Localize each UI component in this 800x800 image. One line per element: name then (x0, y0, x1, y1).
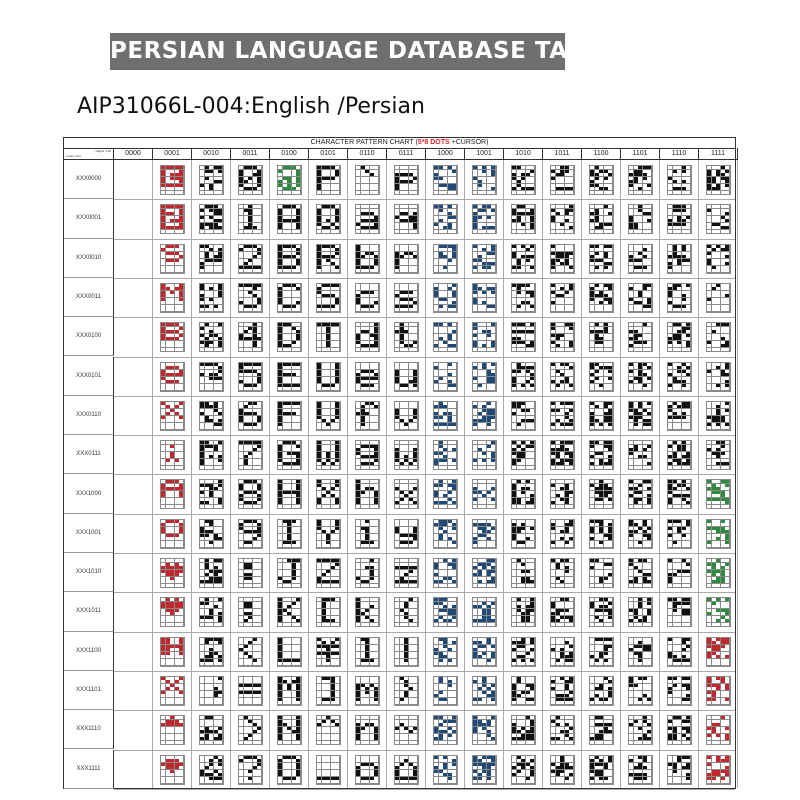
character-glyph (199, 676, 224, 706)
character-glyph (667, 204, 692, 234)
character-glyph (628, 755, 653, 785)
character-glyph (355, 283, 380, 313)
character-glyph (316, 519, 341, 549)
character-glyph (511, 283, 536, 313)
character-glyph (394, 479, 419, 509)
character-glyph (472, 676, 497, 706)
character-glyph (199, 362, 224, 392)
character-glyph (199, 479, 224, 509)
column-header: 0001 (153, 148, 192, 160)
character-glyph (355, 676, 380, 706)
character-glyph (316, 322, 341, 352)
character-glyph (316, 362, 341, 392)
character-glyph (706, 165, 731, 195)
character-glyph (316, 401, 341, 431)
character-glyph (355, 204, 380, 234)
character-glyph (160, 637, 185, 667)
character-glyph (238, 165, 263, 195)
lower-bits-label: Lower 4 bit (66, 154, 81, 158)
character-glyph (472, 519, 497, 549)
character-glyph (238, 519, 263, 549)
character-glyph (238, 479, 263, 509)
character-glyph (238, 322, 263, 352)
character-glyph (589, 637, 614, 667)
column-header: 1011 (543, 148, 582, 160)
character-glyph (550, 519, 575, 549)
character-glyph (199, 755, 224, 785)
character-glyph (511, 755, 536, 785)
character-glyph (199, 401, 224, 431)
character-glyph (316, 283, 341, 313)
character-glyph (667, 244, 692, 274)
column-divider (191, 160, 192, 788)
row-header: XXX1101 (64, 671, 114, 710)
character-glyph (667, 676, 692, 706)
character-glyph (550, 204, 575, 234)
character-glyph (394, 558, 419, 588)
character-glyph (628, 676, 653, 706)
column-header: 1111 (699, 148, 738, 160)
character-glyph (238, 755, 263, 785)
character-glyph (628, 519, 653, 549)
character-glyph (433, 558, 458, 588)
character-glyph (550, 597, 575, 627)
character-glyph (433, 637, 458, 667)
character-glyph (472, 362, 497, 392)
character-glyph (316, 676, 341, 706)
character-glyph (550, 676, 575, 706)
character-glyph (394, 204, 419, 234)
character-glyph (667, 519, 692, 549)
character-glyph (355, 715, 380, 745)
character-glyph (199, 637, 224, 667)
character-glyph (472, 322, 497, 352)
row-header: XXX1110 (64, 710, 114, 749)
character-glyph (433, 204, 458, 234)
character-glyph (160, 440, 185, 470)
character-glyph (511, 165, 536, 195)
character-glyph (589, 283, 614, 313)
column-divider (269, 160, 270, 788)
character-glyph (706, 204, 731, 234)
character-glyph (355, 401, 380, 431)
column-divider (308, 160, 309, 788)
character-glyph (355, 362, 380, 392)
character-glyph (433, 401, 458, 431)
character-glyph (511, 479, 536, 509)
chart-title-suffix: +CURSOR) (449, 139, 489, 146)
character-glyph (511, 715, 536, 745)
character-glyph (277, 715, 302, 745)
character-glyph (160, 283, 185, 313)
character-glyph (667, 755, 692, 785)
character-glyph (589, 322, 614, 352)
character-glyph (667, 362, 692, 392)
character-glyph (433, 165, 458, 195)
character-glyph (394, 165, 419, 195)
column-divider (698, 160, 699, 788)
character-glyph (667, 283, 692, 313)
character-glyph (511, 597, 536, 627)
character-glyph (277, 362, 302, 392)
character-glyph (550, 322, 575, 352)
character-glyph (550, 558, 575, 588)
character-glyph (277, 401, 302, 431)
character-glyph (550, 244, 575, 274)
character-glyph (199, 715, 224, 745)
character-glyph (511, 676, 536, 706)
character-glyph (472, 715, 497, 745)
character-glyph (628, 637, 653, 667)
character-glyph (355, 479, 380, 509)
character-glyph (277, 204, 302, 234)
character-glyph (706, 322, 731, 352)
character-glyph (199, 558, 224, 588)
character-glyph (433, 244, 458, 274)
character-glyph (706, 676, 731, 706)
character-glyph (628, 715, 653, 745)
column-header: 0010 (192, 148, 231, 160)
column-header: 0110 (348, 148, 387, 160)
upper-bits-label: Higher 4 bit (95, 149, 111, 153)
character-glyph (667, 401, 692, 431)
character-glyph (355, 637, 380, 667)
character-glyph (394, 440, 419, 470)
character-glyph (433, 519, 458, 549)
character-glyph (511, 362, 536, 392)
row-header: XXX0010 (64, 239, 114, 278)
character-glyph (706, 597, 731, 627)
character-glyph (511, 244, 536, 274)
character-glyph (706, 401, 731, 431)
column-header: 0000 (114, 148, 153, 160)
character-glyph (199, 165, 224, 195)
column-divider (620, 160, 621, 788)
character-glyph (550, 755, 575, 785)
column-divider (464, 160, 465, 788)
character-glyph (355, 244, 380, 274)
character-glyph (394, 755, 419, 785)
character-glyph (433, 597, 458, 627)
character-pattern-chart (63, 137, 736, 789)
character-glyph (550, 479, 575, 509)
character-glyph (433, 440, 458, 470)
character-glyph (706, 519, 731, 549)
character-glyph (355, 755, 380, 785)
character-glyph (628, 479, 653, 509)
character-glyph (316, 165, 341, 195)
character-glyph (277, 440, 302, 470)
character-glyph (160, 322, 185, 352)
character-glyph (706, 558, 731, 588)
character-glyph (472, 401, 497, 431)
character-glyph (199, 322, 224, 352)
character-glyph (706, 479, 731, 509)
character-glyph (277, 558, 302, 588)
character-glyph (589, 244, 614, 274)
model-title: AIP31066L-004:English /Persian (77, 94, 425, 119)
axis-corner-cell (64, 148, 114, 160)
character-glyph (394, 283, 419, 313)
row-header: XXX1100 (64, 632, 114, 671)
character-glyph (238, 440, 263, 470)
character-glyph (472, 479, 497, 509)
character-glyph (511, 519, 536, 549)
character-glyph (706, 715, 731, 745)
character-glyph (277, 165, 302, 195)
character-glyph (628, 440, 653, 470)
character-glyph (589, 676, 614, 706)
column-divider (659, 160, 660, 788)
character-glyph (589, 440, 614, 470)
character-glyph (160, 362, 185, 392)
column-header: 1010 (504, 148, 543, 160)
character-glyph (511, 204, 536, 234)
character-glyph (355, 165, 380, 195)
character-glyph (667, 440, 692, 470)
column-header: 1001 (465, 148, 504, 160)
character-glyph (316, 597, 341, 627)
character-glyph (238, 637, 263, 667)
character-glyph (589, 755, 614, 785)
character-glyph (667, 597, 692, 627)
row-header: XXX1001 (64, 514, 114, 553)
character-glyph (706, 755, 731, 785)
character-glyph (472, 440, 497, 470)
column-divider (425, 160, 426, 788)
character-glyph (511, 637, 536, 667)
row-header: XXX0011 (64, 278, 114, 317)
character-glyph (355, 322, 380, 352)
character-glyph (589, 401, 614, 431)
character-glyph (589, 165, 614, 195)
character-glyph (277, 244, 302, 274)
character-glyph (433, 322, 458, 352)
character-glyph (199, 204, 224, 234)
character-glyph (238, 558, 263, 588)
character-glyph (199, 440, 224, 470)
character-glyph (277, 283, 302, 313)
character-glyph (316, 755, 341, 785)
character-glyph (433, 755, 458, 785)
character-glyph (238, 676, 263, 706)
character-glyph (550, 362, 575, 392)
character-glyph (355, 440, 380, 470)
character-glyph (394, 362, 419, 392)
character-glyph (511, 401, 536, 431)
character-glyph (550, 715, 575, 745)
character-glyph (472, 637, 497, 667)
column-divider (347, 160, 348, 788)
column-header: 1000 (426, 148, 465, 160)
character-glyph (316, 479, 341, 509)
character-glyph (550, 440, 575, 470)
character-glyph (394, 676, 419, 706)
character-glyph (433, 479, 458, 509)
character-glyph (472, 244, 497, 274)
character-glyph (199, 597, 224, 627)
character-glyph (160, 479, 185, 509)
character-glyph (199, 244, 224, 274)
character-glyph (589, 558, 614, 588)
row-header: XXX1000 (64, 474, 114, 513)
character-glyph (667, 165, 692, 195)
row-header: XXX1011 (64, 592, 114, 631)
chart-title-highlight: 5*8 DOTS (417, 139, 450, 146)
row-divider (114, 789, 735, 790)
character-glyph (238, 597, 263, 627)
character-glyph (550, 637, 575, 667)
character-glyph (550, 283, 575, 313)
character-glyph (433, 676, 458, 706)
character-glyph (628, 362, 653, 392)
character-glyph (628, 401, 653, 431)
column-header: 1110 (660, 148, 699, 160)
character-glyph (160, 597, 185, 627)
column-divider (581, 160, 582, 788)
character-glyph (316, 637, 341, 667)
character-glyph (238, 401, 263, 431)
character-glyph (706, 283, 731, 313)
column-header: 0011 (231, 148, 270, 160)
row-header: XXX0000 (64, 160, 114, 199)
character-glyph (667, 715, 692, 745)
character-glyph (394, 322, 419, 352)
character-glyph (667, 558, 692, 588)
character-glyph (511, 558, 536, 588)
character-glyph (667, 479, 692, 509)
character-glyph (667, 637, 692, 667)
character-glyph (550, 165, 575, 195)
character-glyph (238, 244, 263, 274)
character-glyph (277, 322, 302, 352)
character-glyph (628, 558, 653, 588)
character-glyph (706, 362, 731, 392)
character-glyph (316, 715, 341, 745)
character-glyph (706, 244, 731, 274)
row-header: XXX0100 (64, 317, 114, 356)
character-glyph (394, 715, 419, 745)
character-glyph (667, 322, 692, 352)
row-header: XXX0101 (64, 357, 114, 396)
character-glyph (199, 283, 224, 313)
character-glyph (316, 440, 341, 470)
character-glyph (277, 676, 302, 706)
character-glyph (355, 558, 380, 588)
character-glyph (238, 204, 263, 234)
character-glyph (394, 401, 419, 431)
character-glyph (706, 637, 731, 667)
character-glyph (160, 715, 185, 745)
column-divider (152, 160, 153, 788)
character-glyph (160, 165, 185, 195)
character-glyph (472, 204, 497, 234)
character-glyph (199, 519, 224, 549)
character-glyph (355, 519, 380, 549)
character-glyph (316, 204, 341, 234)
character-glyph (550, 401, 575, 431)
character-glyph (628, 204, 653, 234)
character-glyph (472, 597, 497, 627)
column-divider (230, 160, 231, 788)
column-divider (386, 160, 387, 788)
character-glyph (394, 519, 419, 549)
character-glyph (316, 244, 341, 274)
character-glyph (706, 440, 731, 470)
character-glyph (160, 401, 185, 431)
column-header: 1100 (582, 148, 621, 160)
row-header: XXX1111 (64, 750, 114, 789)
banner-title: PERSIAN LANGUAGE DATABASE TABLE (110, 33, 565, 70)
character-glyph (355, 597, 380, 627)
column-header: 1101 (621, 148, 660, 160)
character-glyph (160, 244, 185, 274)
chart-title-prefix: CHARACTER PATTERN CHART ( (310, 139, 418, 146)
column-header: 0100 (270, 148, 309, 160)
character-glyph (511, 440, 536, 470)
character-glyph (628, 244, 653, 274)
character-glyph (277, 597, 302, 627)
row-header: XXX1010 (64, 553, 114, 592)
character-glyph (628, 597, 653, 627)
column-divider (503, 160, 504, 788)
character-glyph (238, 715, 263, 745)
character-glyph (394, 597, 419, 627)
character-glyph (160, 204, 185, 234)
column-header: 0101 (309, 148, 348, 160)
character-glyph (160, 676, 185, 706)
character-glyph (472, 283, 497, 313)
character-glyph (589, 715, 614, 745)
character-glyph (277, 755, 302, 785)
character-glyph (394, 637, 419, 667)
character-glyph (316, 558, 341, 588)
character-glyph (160, 755, 185, 785)
row-header: XXX0001 (64, 199, 114, 238)
character-glyph (433, 362, 458, 392)
character-glyph (589, 204, 614, 234)
character-glyph (433, 283, 458, 313)
character-glyph (394, 244, 419, 274)
character-glyph (238, 362, 263, 392)
character-glyph (472, 165, 497, 195)
character-glyph (277, 637, 302, 667)
character-glyph (628, 165, 653, 195)
character-glyph (238, 283, 263, 313)
row-header: XXX0110 (64, 396, 114, 435)
character-glyph (277, 519, 302, 549)
character-glyph (277, 479, 302, 509)
character-glyph (433, 715, 458, 745)
character-glyph (589, 479, 614, 509)
character-glyph (160, 519, 185, 549)
character-glyph (628, 283, 653, 313)
row-header: XXX0111 (64, 435, 114, 474)
character-glyph (472, 558, 497, 588)
character-glyph (511, 322, 536, 352)
column-divider (542, 160, 543, 788)
character-glyph (589, 519, 614, 549)
character-glyph (589, 597, 614, 627)
character-glyph (160, 558, 185, 588)
column-header: 0111 (387, 148, 426, 160)
column-divider (737, 160, 738, 788)
character-glyph (589, 362, 614, 392)
character-glyph (472, 755, 497, 785)
character-glyph (628, 322, 653, 352)
